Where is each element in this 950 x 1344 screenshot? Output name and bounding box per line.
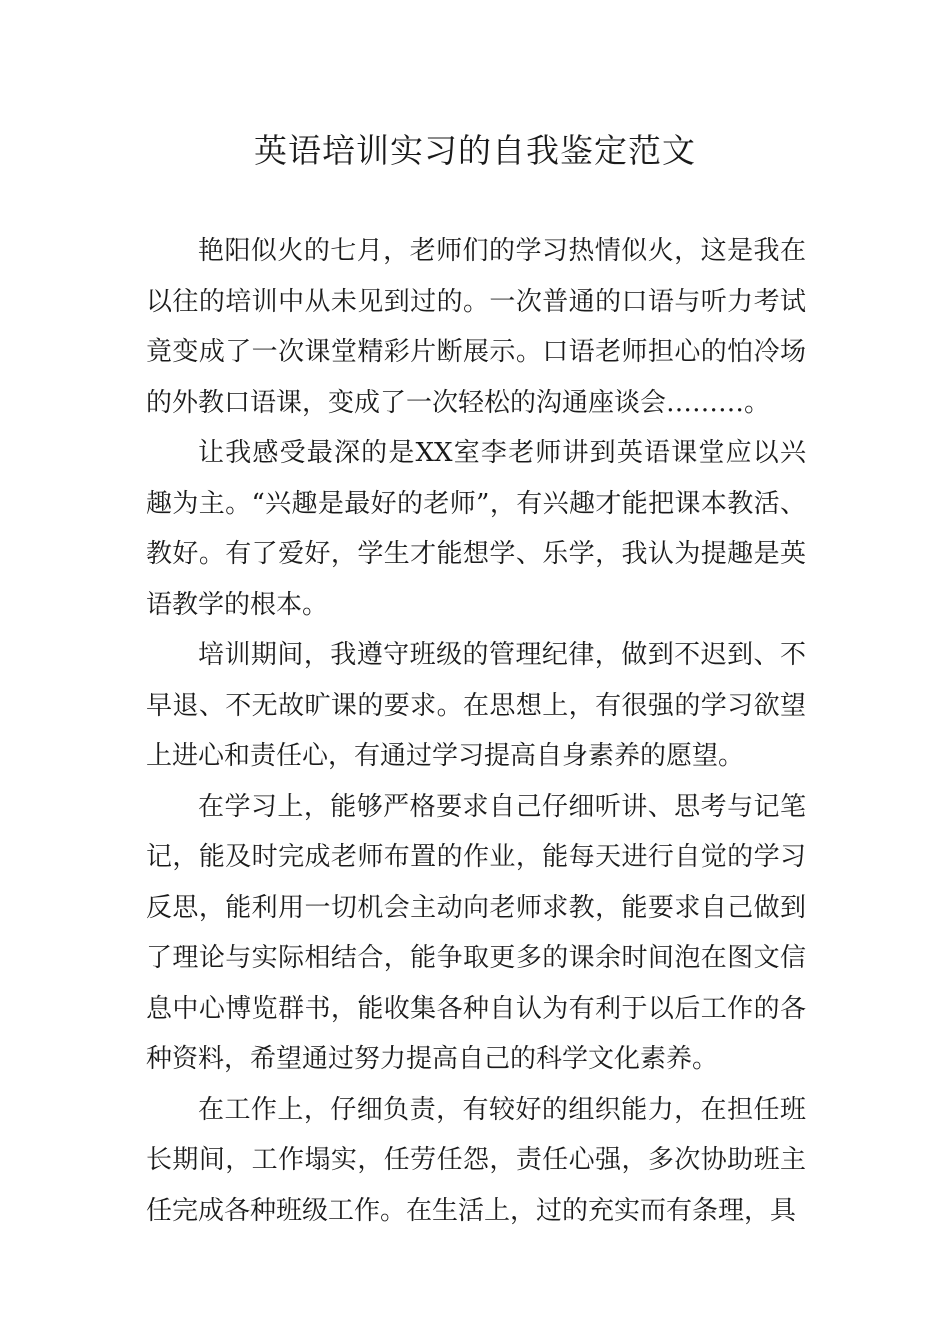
document-title: 英语培训实习的自我鉴定范文 [254,131,696,170]
paragraph: 培训期间，我遵守班级的管理纪律，做到不迟到、不早退、不无故旷课的要求。在思想上，有很强的学习欲望上进心和责任心，有通过学习提高自身素养的愿望。 [146,640,806,771]
document-body [146,226,806,1236]
paragraph: 艳阳似火的七月，老师们的学习热情似火，这是我在以往的培训中从未见到过的。一次普通的口语与听力考试竟变成了一次课堂精彩片断展示。口语老师担心的怕冷场的外教口语课，变成了一次轻松的沟通座谈会………。 [146,236,806,418]
paragraph: 在学习上，能够严格要求自己仔细听讲、思考与记笔记，能及时完成老师布置的作业，能每天进行自觉的学习反思，能利用一切机会主动向老师求教，能要求自己做到了理论与实际相结合，能争取更多的课余时间泡在图文信息中心博览群书，能收集各种自认为有利于以后工作的各种资料，希望通过努力提高自己的科学文化素养。 [146,791,806,1074]
paragraph: 在工作上，仔细负责，有较好的组织能力，在担任班长期间，工作塌实，任劳任怨，责任心强，多次协助班主任完成各种班级工作。在生活上，过的充实而有条理，具 [146,1094,806,1226]
paragraph: 让我感受最深的是XX室李老师讲到英语课堂应以兴趣为主。“兴趣是最好的老师”，有兴趣才能把课本教活、教好。有了爱好，学生才能想学、乐学，我认为提趣是英语教学的根本。 [146,438,806,620]
